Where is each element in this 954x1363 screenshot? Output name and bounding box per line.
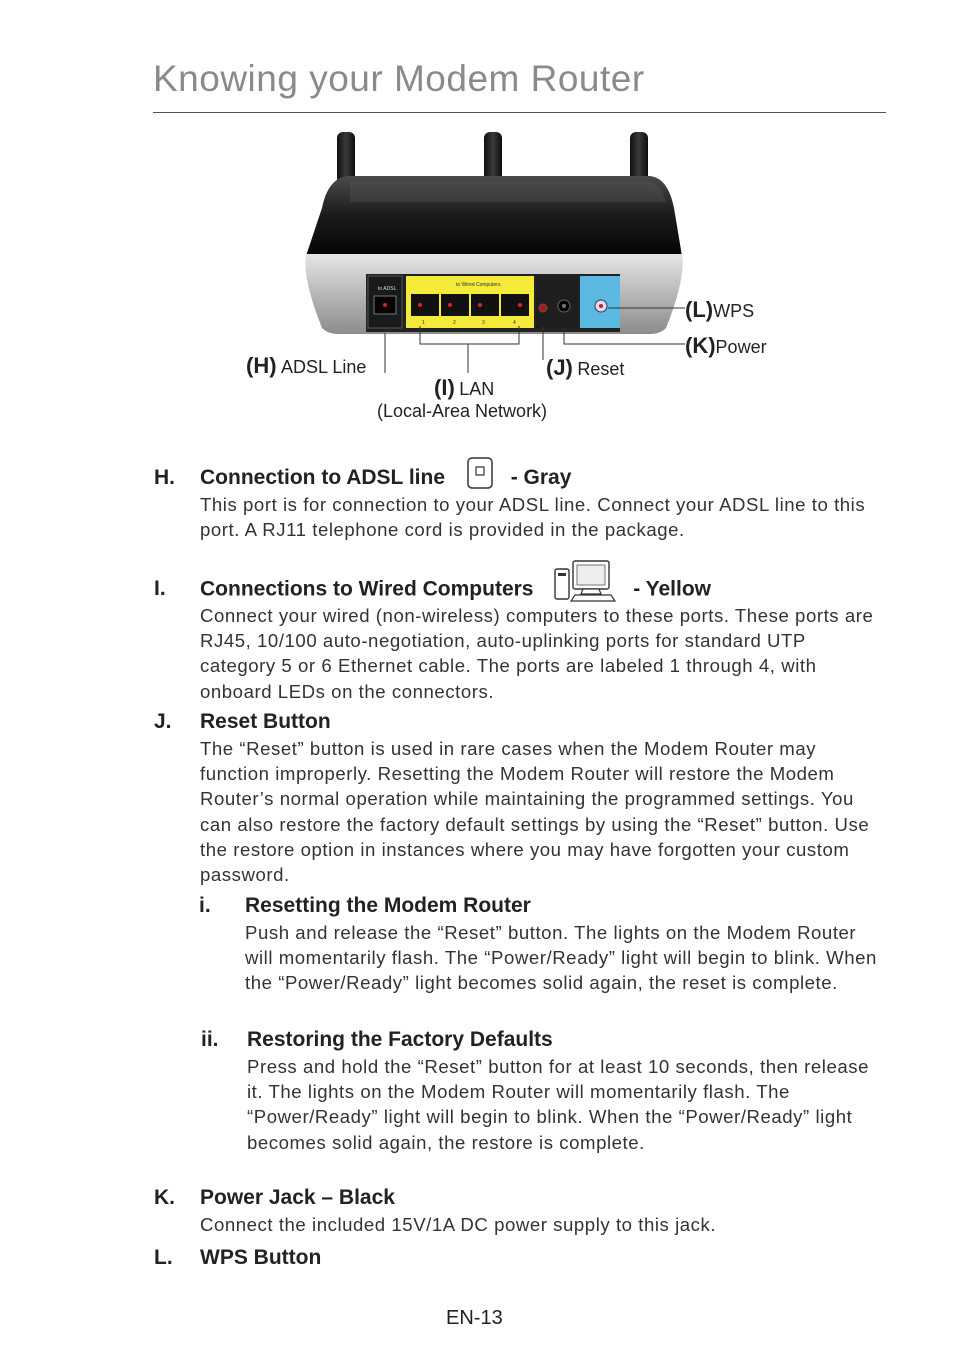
section-l-heading: WPS Button [200, 1246, 322, 1269]
section-j-sub-i-heading: Resetting the Modem Router [245, 894, 531, 917]
lan-port-3 [471, 294, 499, 316]
section-j-sub-i [199, 894, 883, 996]
section-j-body: The “Reset” button is used in rare cases when the Modem Router may function improperly. Resetting the Modem Router will restore the Modem Router’s normal operation while maintaining the programmed settings. You can also restore the factory default settings by using the “Reset” button. Use the restore option in instances where you may have forgotten your custom password. [200, 738, 870, 886]
section-h [154, 466, 884, 542]
callout-l: (L)WPS [685, 297, 755, 322]
section-j-sub-ii-letter: ii. [201, 1028, 219, 1051]
section-k [154, 1186, 884, 1237]
section-i-letter: I. [154, 577, 166, 600]
section-i [154, 577, 884, 704]
section-j-heading: Reset Button [200, 710, 331, 733]
section-j [154, 710, 884, 887]
callout-k: (K)Power [685, 333, 767, 358]
section-j-sub-i-letter: i. [199, 894, 211, 917]
computer-icon [553, 559, 617, 603]
callout-i: (I) LAN [434, 375, 495, 400]
callout-i-sublabel: (Local-Area Network) [377, 401, 548, 421]
svg-text:4: 4 [513, 320, 516, 326]
reset-button [539, 304, 547, 312]
section-l-letter: L. [154, 1246, 173, 1269]
section-j-sub-i-body: Push and release the “Reset” button. The lights on the Modem Router will momentarily flash. The “Power/Ready” light will begin to blink. When the “Power/Ready” light becomes solid again, the reset is complete. [245, 922, 877, 994]
section-i-suffix: - Yellow [633, 577, 711, 601]
svg-text:3: 3 [482, 320, 485, 326]
section-h-suffix: - Gray [510, 466, 572, 489]
section-h-heading: Connection to ADSL line [200, 466, 445, 489]
section-j-letter: J. [154, 710, 172, 733]
section-i-heading: Connections to Wired Computers [200, 577, 534, 601]
lan-port-4 [501, 294, 529, 316]
router-rear-panel-illustration [230, 128, 820, 428]
section-j-sub-ii-body: Press and hold the “Reset” button for at least 10 seconds, then release it. The lights on the Modem Router will momentarily flash. The “Power/Ready” light will begin to blink. When the “Power/Ready” light becomes solid again, the restore is complete. [247, 1056, 870, 1153]
callout-j: (J) Reset [546, 355, 625, 380]
title-divider [153, 112, 886, 113]
section-k-heading: Power Jack – Black [200, 1186, 395, 1209]
reset-power-panel [536, 276, 578, 328]
page-title: Knowing your Modem Router [153, 58, 645, 99]
section-k-body: Connect the included 15V/1A DC power supply to this jack. [200, 1214, 717, 1235]
section-j-sub-ii [201, 1028, 885, 1155]
section-k-letter: K. [154, 1186, 175, 1209]
svg-text:1: 1 [422, 320, 425, 326]
section-l [154, 1246, 884, 1272]
page-number: EN-13 [446, 1307, 503, 1329]
section-h-body: This port is for connection to your ADSL line. Connect your ADSL line to this port. A RJ11 telephone cord is provided in the package. [200, 494, 866, 541]
section-j-sub-ii-heading: Restoring the Factory Defaults [247, 1028, 553, 1051]
svg-text:2: 2 [453, 320, 456, 326]
svg-text:to Wired Computers: to Wired Computers [456, 282, 501, 288]
section-i-body: Connect your wired (non-wireless) computers to these ports. These ports are RJ45, 10/100 auto-negotiation, auto-uplinking ports for standard UTP category 5 or 6 Ethernet cable. The ports are labeled 1 through 4, with onboard LEDs on the connectors. [200, 605, 874, 702]
lan-port-2 [441, 294, 469, 316]
callout-h: (H) ADSL Line [246, 353, 367, 378]
phone-jack-icon [465, 456, 495, 490]
lan-port-1 [411, 294, 439, 316]
section-h-letter: H. [154, 466, 175, 489]
svg-text:to ADSL: to ADSL [378, 286, 397, 292]
